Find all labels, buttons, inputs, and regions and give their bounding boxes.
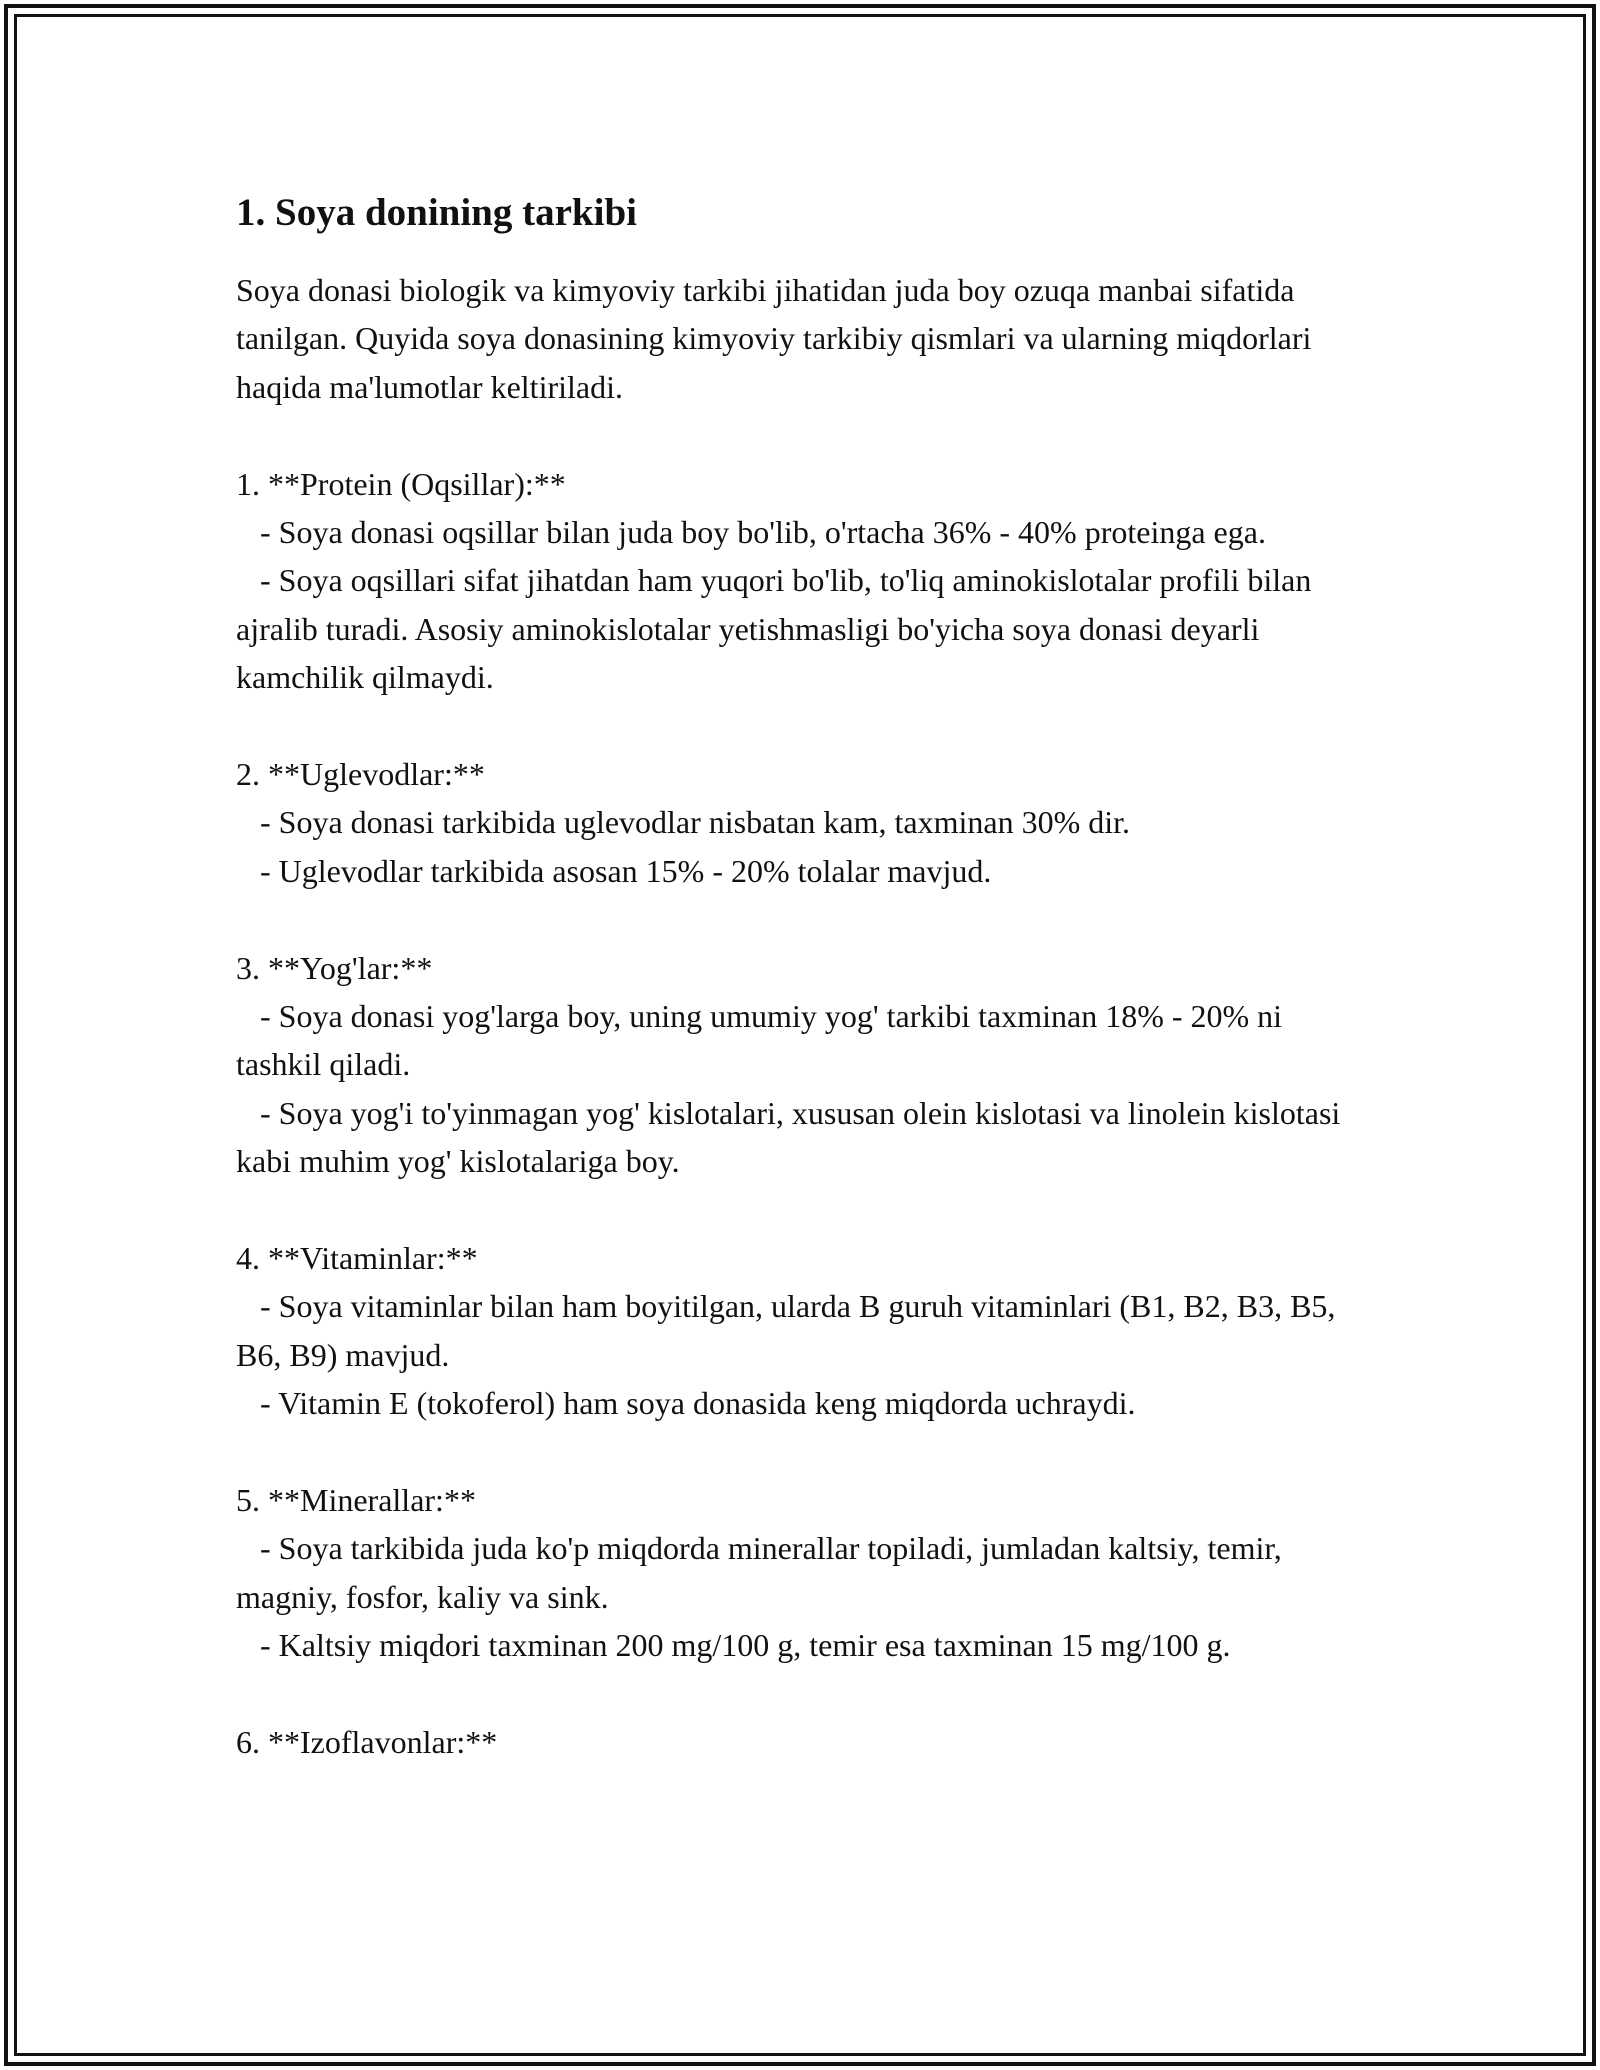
document-body xyxy=(236,186,1366,1767)
section-protein xyxy=(236,460,1366,702)
spacer xyxy=(236,1428,1366,1476)
section-heading: 2. **Uglevodlar:** xyxy=(236,756,485,793)
list-item: - Soya donasi yog'larga boy, uning umumiy yog' tarkibi taxminan 18% - 20% ni tashkil qiladi. xyxy=(236,998,1291,1083)
list-item: - Soya tarkibida juda ko'p miqdorda minerallar topiladi, jumladan kaltsiy, temir, magniy, fosfor, kaliy va sink. xyxy=(236,1530,1290,1615)
list-item: - Soya yog'i to'yinmagan yog' kislotalari, xususan olein kislotasi va linolein kislotasi kabi muhim yog' kislotalariga boy. xyxy=(236,1094,1349,1180)
section-yoglar xyxy=(236,944,1366,1186)
section-heading: 5. **Minerallar:** xyxy=(236,1482,476,1519)
list-item: - Uglevodlar tarkibida asosan 15% - 20% tolalar mavjud. xyxy=(236,852,992,889)
list-item: - Soya vitaminlar bilan ham boyitilgan, ularda B guruh vitaminlari (B1, B2, B3, B5, B6, B9) mavjud. xyxy=(236,1288,1344,1373)
section-vitaminlar xyxy=(236,1234,1366,1428)
spacer xyxy=(236,1186,1366,1234)
section-minerallar xyxy=(236,1476,1366,1670)
intro-paragraph: Soya donasi biologik va kimyoviy tarkibi jihatidan juda boy ozuqa manbai sifatida tanilgan. Quyida soya donasining kimyoviy tarkibiy qismlari va ularning miqdorlari haqida ma'lumotlar keltiriladi. xyxy=(236,272,1320,405)
spacer xyxy=(236,411,1366,459)
section-heading: 6. **Izoflavonlar:** xyxy=(236,1724,498,1761)
document-title: 1. Soya donining tarkibi xyxy=(236,191,637,234)
spacer xyxy=(236,1670,1366,1718)
section-heading: 4. **Vitaminlar:** xyxy=(236,1240,478,1277)
section-uglevodlar xyxy=(236,750,1366,895)
section-heading: 1. **Protein (Oqsillar):** xyxy=(236,465,566,502)
list-item: - Kaltsiy miqdori taxminan 200 mg/100 g, temir esa taxminan 15 mg/100 g. xyxy=(236,1627,1231,1664)
section-izoflavonlar xyxy=(236,1718,1366,1766)
spacer xyxy=(236,895,1366,943)
list-item: - Soya donasi oqsillar bilan juda boy bo'lib, o'rtacha 36% - 40% proteinga ega. xyxy=(236,514,1266,551)
list-item: - Vitamin E (tokoferol) ham soya donasida keng miqdorda uchraydi. xyxy=(236,1385,1136,1422)
section-heading: 3. **Yog'lar:** xyxy=(236,949,433,986)
list-item: - Soya oqsillari sifat jihatdan ham yuqori bo'lib, to'liq aminokislotalar profili bilan ajralib turadi. Asosiy aminokislotalar yetishmasligi bo'yicha soya donasi deyarli kamchilik qilmaydi. xyxy=(236,562,1320,696)
list-item: - Soya donasi tarkibida uglevodlar nisbatan kam, taxminan 30% dir. xyxy=(236,804,1131,841)
spacer xyxy=(236,702,1366,750)
